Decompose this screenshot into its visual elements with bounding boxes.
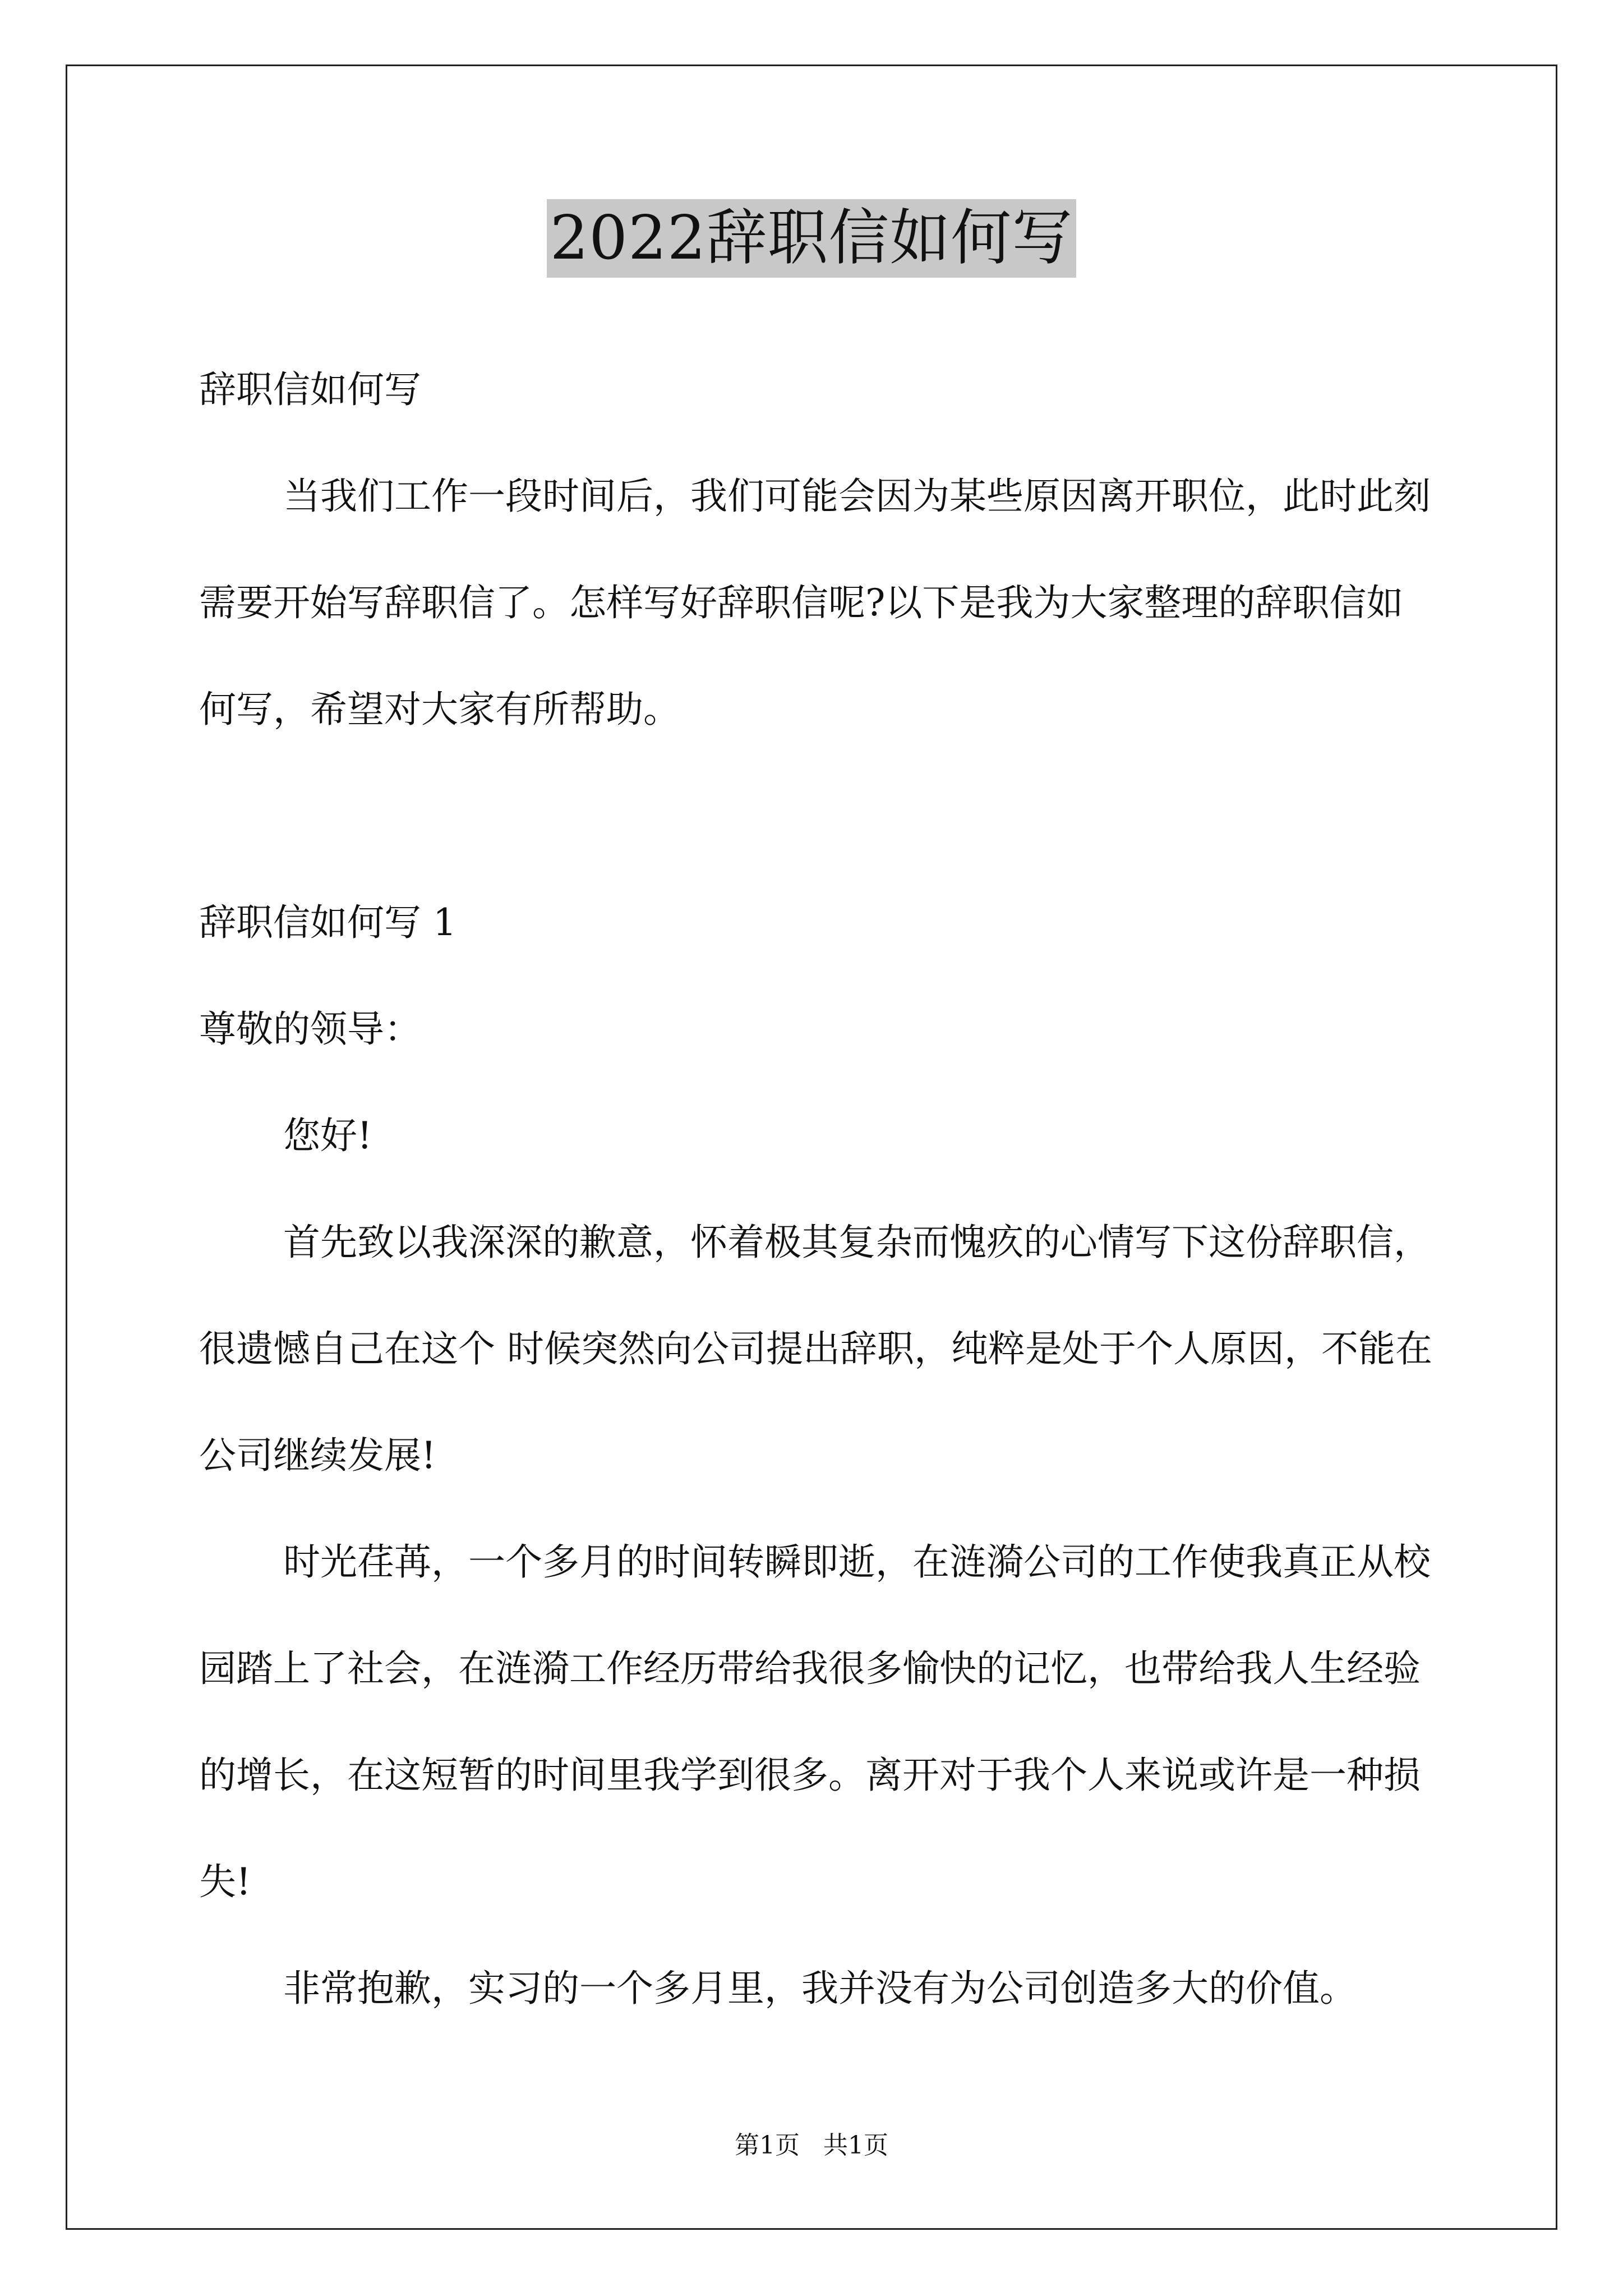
section-spacer (199, 763, 1438, 869)
section-heading: 辞职信如何写 1 (199, 901, 457, 944)
page-total: 共1页 (823, 2131, 888, 2160)
page-number: 第1页 (735, 2131, 800, 2160)
intro-paragraph: 当我们工作一段时间后，我们可能会因为某些原因离开职位，此时此刻需要开始写辞职信了。怎样写好辞职信呢?以下是我为大家整理的辞职信如何写，希望对大家有所帮助。 (199, 475, 1431, 731)
body-paragraph: 非常抱歉，实习的一个多月里，我并没有为公司创造多大的价值。 (283, 1967, 1357, 2010)
salutation: 尊敬的领导： (199, 1007, 421, 1051)
body-paragraph: 时光荏苒，一个多月的时间转瞬即逝，在涟漪公司的工作使我真正从校园踏上了社会，在涟漪工作经历带给我很多愉快的记忆，也带给我人生经验的增长，在这短暂的时间里我学到很多。离开对于我个人来说或许是一种损失! (199, 1540, 1431, 1903)
document-body (199, 337, 1438, 2042)
document-subtitle: 辞职信如何写 (199, 368, 421, 411)
document-title: 2022辞职信如何写 (547, 199, 1077, 278)
title-container (0, 199, 1623, 278)
body-paragraph: 首先致以我深深的歉意，怀着极其复杂而愧疚的心情写下这份辞职信，很遗憾自己在这个 时候突然向公司提出辞职，纯粹是处于个人原因，不能在公司继续发展! (199, 1221, 1432, 1477)
page-footer (0, 2125, 1623, 2161)
greeting: 您好! (283, 1114, 372, 1157)
